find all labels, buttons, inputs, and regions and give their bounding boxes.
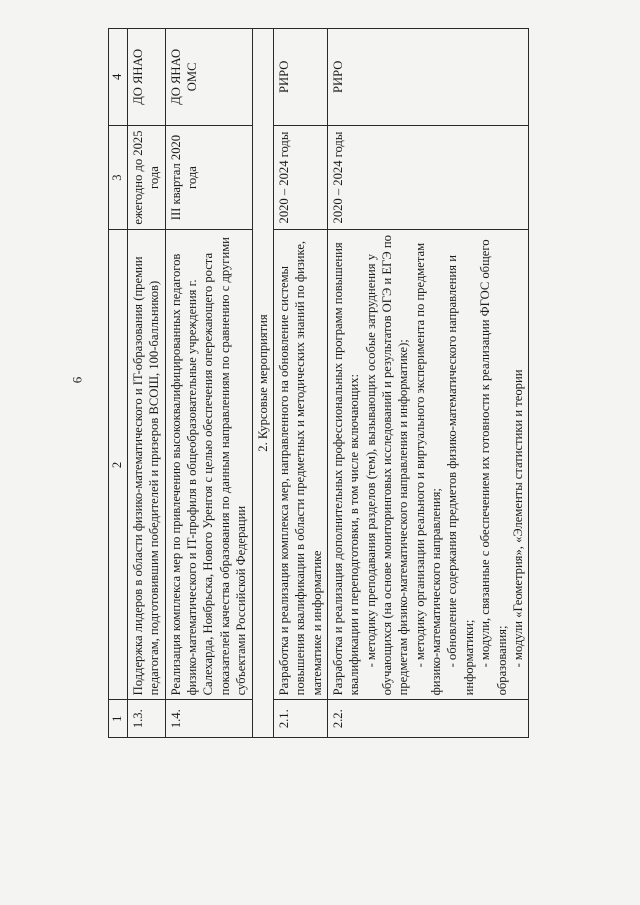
row-executor: ДО ЯНАО ОМС bbox=[165, 29, 252, 126]
header-row bbox=[109, 29, 128, 738]
row-intro: Разработка и реализация дополнительных профессиональных программ повышения квалификации и переподготовки, в том числе включающих: bbox=[330, 242, 362, 696]
table-row bbox=[165, 29, 252, 738]
rotated-document-table bbox=[108, 28, 636, 738]
column-header-4: 4 bbox=[109, 29, 128, 126]
row-term: 2020 – 2024 годы bbox=[273, 125, 327, 230]
row-description: Реализация комплекса мер по привлечению высококвалифицированных педагогов физико-математического и IT-профиля в общеобразовательные учреждения г. Салехарда, Ноябрьска, Нового Уренгоя с целью обеспечения опережающего роста показателей качества образования по данным направлениям по сравнению с другими субъектами Российской Федерации bbox=[165, 230, 252, 700]
row-executor: РИРО bbox=[327, 29, 528, 126]
row-number: 1.4. bbox=[165, 700, 252, 738]
row-description: Поддержка лидеров в области физико-математического и IT-образования (премии педагогам, подготовившим победителей и призеров ВСОШ, 100-балльников) bbox=[128, 230, 166, 700]
row-term: ежегодно до 2025 года bbox=[128, 125, 166, 230]
row-executor: ДО ЯНАО bbox=[128, 29, 166, 126]
table-row bbox=[273, 29, 327, 738]
column-header-3: 3 bbox=[109, 125, 128, 230]
row-term: III квартал 2020 года bbox=[165, 125, 252, 230]
column-header-1: 1 bbox=[109, 700, 128, 738]
list-item: - обновление содержания предметов физико-математического направления и информатики; bbox=[445, 255, 476, 696]
column-header-2: 2 bbox=[109, 230, 128, 700]
table-row bbox=[327, 29, 528, 738]
row-description bbox=[327, 230, 528, 700]
section-title: 2. Курсовые мероприятия bbox=[252, 29, 273, 738]
row-number: 2.2. bbox=[327, 700, 528, 738]
page-number: 6 bbox=[69, 376, 85, 384]
row-term: 2020 – 2024 годы bbox=[327, 125, 528, 230]
section-row bbox=[252, 29, 273, 738]
list-item: - модули «Геометрия», «Элементы статистики и теории bbox=[510, 369, 525, 668]
row-executor: РИРО bbox=[273, 29, 327, 126]
table-row bbox=[128, 29, 166, 738]
list-item: - модули, связанные с обеспечением их готовности к реализации ФГОС общего образования; bbox=[478, 239, 509, 696]
row-number: 2.1. bbox=[273, 700, 327, 738]
measures-table bbox=[108, 28, 529, 738]
row-number: 1.3. bbox=[128, 700, 166, 738]
row-description: Разработка и реализация комплекса мер, направленного на обновление системы повышения квалификации в области предметных и методических знаний по физике, математике и информатике bbox=[273, 230, 327, 700]
list-item: - методику организации реального и виртуального эксперимента по предметам физико-математического направления; bbox=[412, 242, 444, 696]
list-item: - методику преподавания разделов (тем), вызывающих особые затруднения у обучающихся (на основе мониторинговых исследований и результатов ОГЭ и ЕГЭ по предметам физико-математического направления и информатике); bbox=[363, 235, 411, 696]
